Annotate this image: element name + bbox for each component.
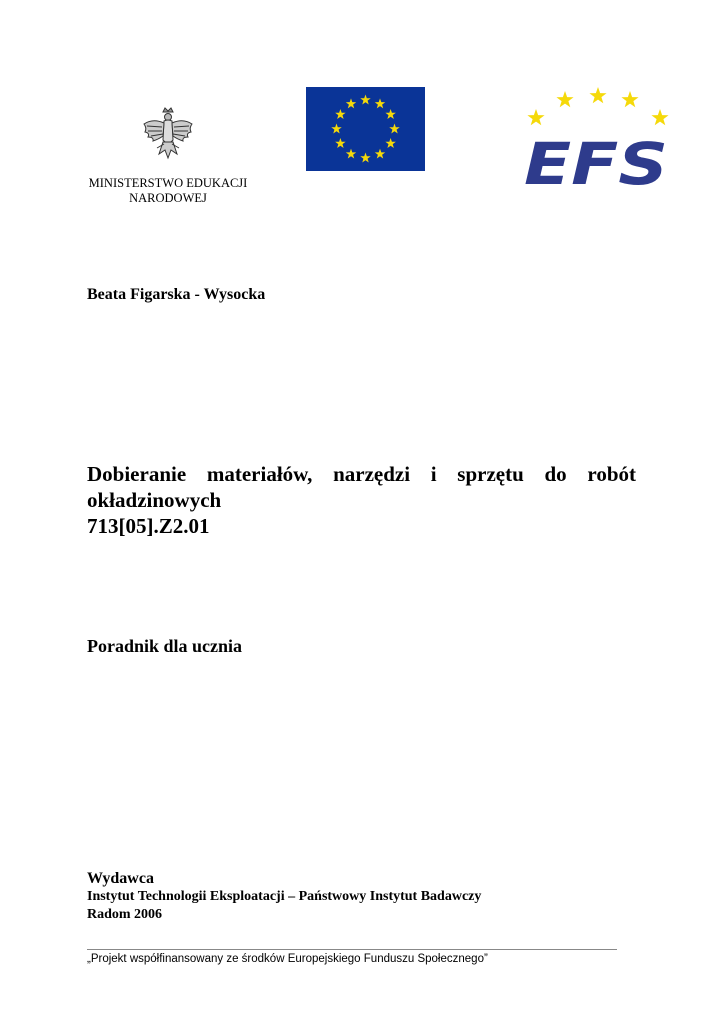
- efs-logo-icon: [520, 84, 672, 190]
- title-line-1: Dobieranie materiałów, narzędzi i sprzętu do robót: [87, 462, 636, 486]
- efs-star-icon: [556, 91, 573, 107]
- title-line-2: okładzinowych: [87, 488, 222, 512]
- module-code: 713[05].Z2.01: [87, 514, 210, 538]
- footer-note: „Projekt współfinansowany ze środków Europejskiego Funduszu Społecznego”: [87, 953, 488, 965]
- publisher-city-year: Radom 2006: [87, 907, 163, 922]
- publisher-name: Instytut Technologii Eksploatacji – Państwowy Instytut Badawczy: [87, 889, 482, 904]
- ministry-name-line1: MINISTERSTWO EDUKACJI: [88, 176, 248, 190]
- efs-star-icon: [651, 109, 668, 125]
- polish-eagle-emblem-icon: [139, 106, 197, 164]
- ministry-name: [78, 176, 258, 206]
- ministry-name-line2: NARODOWEJ: [129, 191, 207, 205]
- footer-divider: [87, 949, 617, 950]
- efs-star-icon: [527, 109, 544, 125]
- document-subtitle: Poradnik dla ucznia: [87, 636, 243, 656]
- efs-star-icon: [621, 91, 638, 107]
- publisher-heading: Wydawca: [87, 870, 154, 887]
- efs-star-icon: [589, 87, 606, 103]
- author-name: Beata Figarska - Wysocka: [87, 286, 266, 303]
- eu-flag-icon: [306, 87, 425, 171]
- efs-logo-text: EFS: [524, 130, 668, 190]
- document-title: [87, 461, 636, 539]
